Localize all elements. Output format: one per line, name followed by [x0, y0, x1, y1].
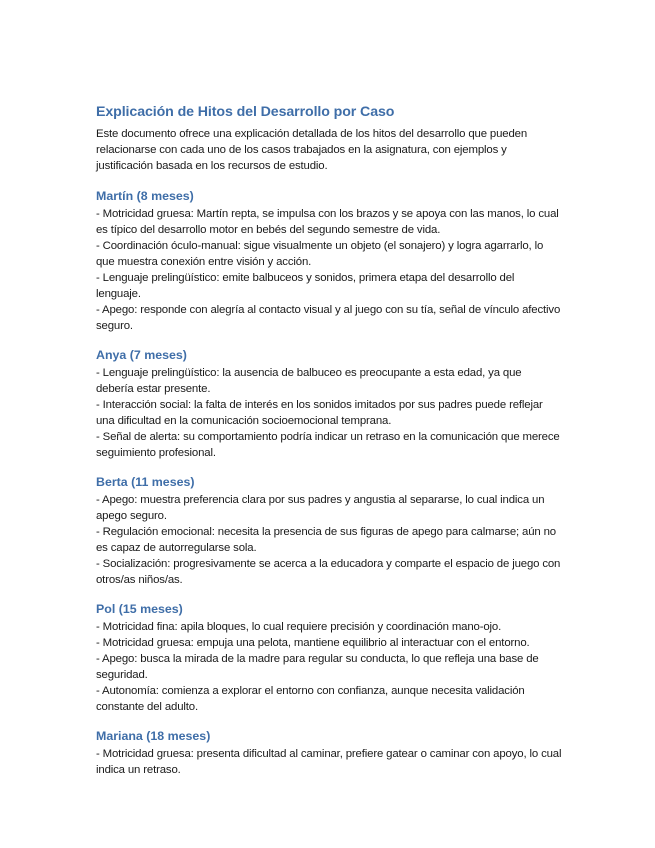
section-item: - Coordinación óculo-manual: sigue visualmente un objeto (el sonajero) y logra agarrarlo, lo que muestra conexión entre visión y acción. — [96, 240, 544, 268]
section-item: - Lenguaje prelingüístico: la ausencia de balbuceo es preocupante a esta edad, ya que debería estar presente. — [96, 367, 522, 395]
section-item: - Motricidad gruesa: presenta dificultad al caminar, prefiere gatear o caminar con apoyo, lo cual indica un retraso. — [96, 748, 562, 776]
document-intro: Este documento ofrece una explicación detallada de los hitos del desarrollo que pueden relacionarse con cada uno de los casos trabajados en la asignatura, con ejemplos y justificación basada en los recursos de estudio. — [96, 128, 528, 172]
section-item: - Motricidad gruesa: Martín repta, se impulsa con los brazos y se apoya con las manos, lo cual es típico del desarrollo motor en bebés del segundo semestre de vida. — [96, 208, 559, 236]
section-pol — [96, 601, 562, 715]
section-title: Martín (8 meses) — [96, 189, 194, 203]
section-anya — [96, 347, 562, 461]
section-title: Anya (7 meses) — [96, 348, 187, 362]
section-title: Pol (15 meses) — [96, 602, 183, 616]
section-item: - Motricidad gruesa: empuja una pelota, mantiene equilibrio al interactuar con el entorno. — [96, 637, 530, 649]
section-berta — [96, 474, 562, 588]
section-item: - Socialización: progresivamente se acerca a la educadora y comparte el espacio de juego con otros/as niños/as. — [96, 558, 561, 586]
section-item: - Apego: busca la mirada de la madre para regular su conducta, lo que refleja una base de seguridad. — [96, 653, 539, 681]
section-martin — [96, 188, 562, 334]
document-title: Explicación de Hitos del Desarrollo por Caso — [96, 104, 395, 120]
document-page — [96, 103, 562, 791]
section-item: - Señal de alerta: su comportamiento podría indicar un retraso en la comunicación que merece seguimiento profesional. — [96, 431, 560, 459]
section-item: - Autonomía: comienza a explorar el entorno con confianza, aunque necesita validación constante del adulto. — [96, 685, 525, 713]
section-item: - Apego: muestra preferencia clara por sus padres y angustia al separarse, lo cual indica un apego seguro. — [96, 494, 545, 522]
section-item: - Lenguaje prelingüístico: emite balbuceos y sonidos, primera etapa del desarrollo del lenguaje. — [96, 272, 515, 300]
section-title: Mariana (18 meses) — [96, 729, 211, 743]
section-item: - Interacción social: la falta de interés en los sonidos imitados por sus padres puede reflejar una dificultad en la comunicación socioemocional temprana. — [96, 399, 543, 427]
section-title: Berta (11 meses) — [96, 475, 195, 489]
section-item: - Apego: responde con alegría al contacto visual y al juego con su tía, señal de vínculo afectivo seguro. — [96, 304, 561, 332]
section-mariana — [96, 728, 562, 778]
section-item: - Motricidad fina: apila bloques, lo cual requiere precisión y coordinación mano-ojo. — [96, 621, 502, 633]
section-item: - Regulación emocional: necesita la presencia de sus figuras de apego para calmarse; aún no es capaz de autorregularse sola. — [96, 526, 556, 554]
